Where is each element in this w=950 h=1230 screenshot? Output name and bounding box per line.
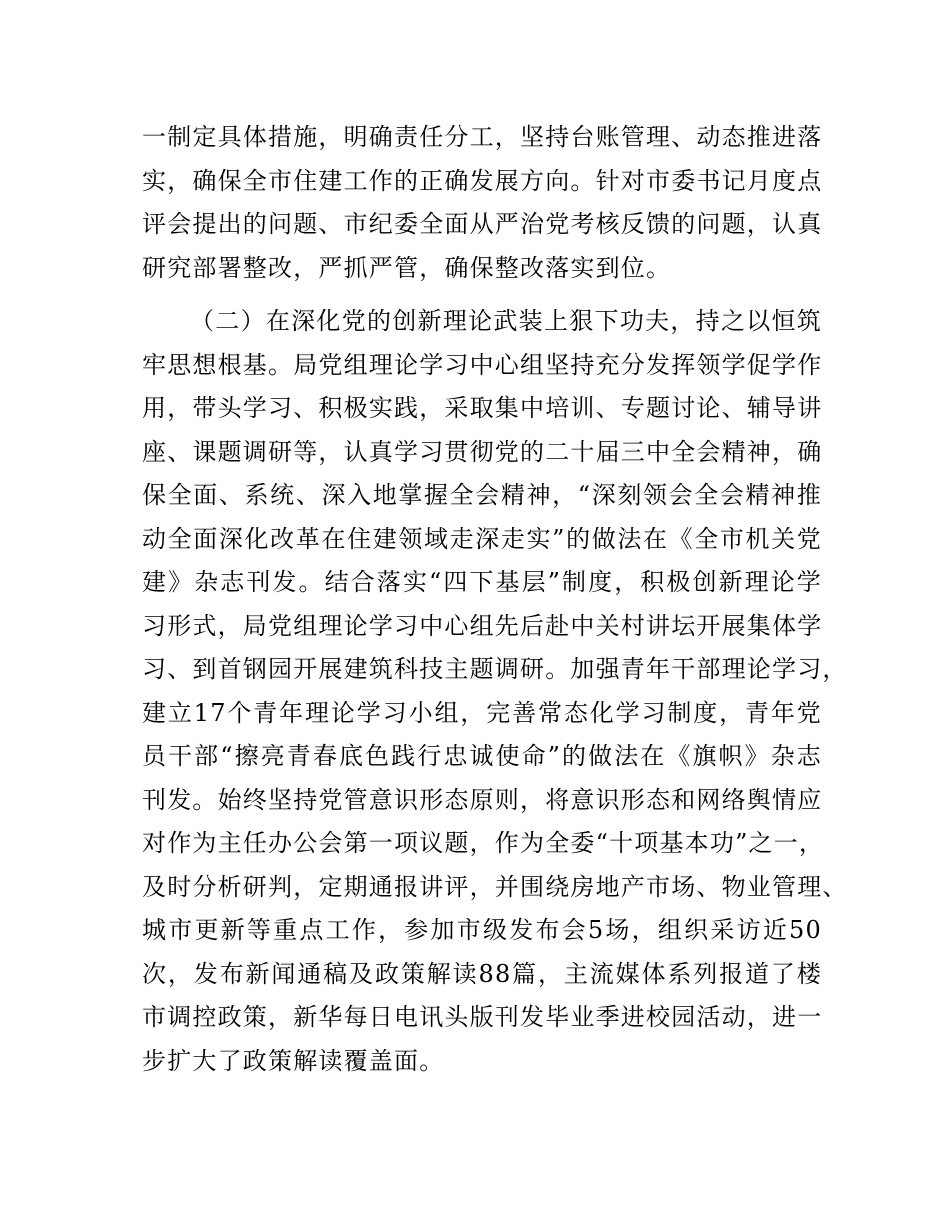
paragraph-line: 座、课题调研等，认真学习贯彻党的二十届三中全会精神，确 xyxy=(142,437,823,466)
section-heading-line: （二）在深化党的创新理论武装上狠下功夫，持之以恒筑 xyxy=(190,307,822,335)
paragraph-line: 动全面深化改革在住建领域走深走实”的做法在《全市机关党 xyxy=(142,524,822,553)
paragraph-line: 实，确保全市住建工作的正确发展方向。针对市委书记月度点 xyxy=(142,166,823,195)
paragraph-line: 保全面、系统、深入地掌握全会精神，“深刻领会全会精神推 xyxy=(142,481,822,509)
paragraph-line: 及时分析研判，定期通报讲评，并围绕房地产市场、物业管理、 xyxy=(142,872,848,901)
paragraph-2 xyxy=(142,300,848,1083)
paragraph-line: 城市更新等重点工作，参加市级发布会5场，组织采访近50 xyxy=(142,916,822,944)
paragraph-line: 建立17个青年理论学习小组，完善常态化学习制度，青年党 xyxy=(142,698,822,727)
paragraph-line: 牢思想根基。局党组理论学习中心组坚持充分发挥领学促学作 xyxy=(142,350,823,379)
paragraph-line: 一制定具体措施，明确责任分工，坚持台账管理、动态推进落 xyxy=(142,123,823,151)
paragraph-line: 市调控政策，新华每日电讯头版刊发毕业季进校园活动，进一 xyxy=(142,1003,823,1031)
paragraph-1 xyxy=(142,116,822,290)
paragraph-line: 次，发布新闻通稿及政策解读88篇，主流媒体系列报道了楼 xyxy=(142,959,822,988)
paragraph-line: 刊发。始终坚持党管意识形态原则，将意识形态和网络舆情应 xyxy=(142,785,823,814)
paragraph-line: 用，带头学习、积极实践，采取集中培训、专题讨论、辅导讲 xyxy=(142,394,823,422)
paragraph-line: 习形式，局党组理论学习中心组先后赴中关村讲坛开展集体学 xyxy=(142,611,823,640)
paragraph-line: 员干部“擦亮青春底色践行忠诚使命”的做法在《旗帜》杂志 xyxy=(142,742,822,770)
paragraph-line: 步扩大了政策解读覆盖面。 xyxy=(142,1046,445,1075)
paragraph-line: 研究部署整改，严抓严管，确保整改落实到位。 xyxy=(142,253,672,282)
paragraph-line: 对作为主任办公会第一项议题，作为全委“十项基本功”之一， xyxy=(142,829,825,857)
paragraph-line: 习、到首钢园开展建筑科技主题调研。加强青年干部理论学习， xyxy=(142,655,848,683)
paragraph-line: 评会提出的问题、市纪委全面从严治党考核反馈的问题，认真 xyxy=(142,210,823,238)
paragraph-line: 建》杂志刊发。结合落实“四下基层”制度，积极创新理论学 xyxy=(142,568,822,596)
